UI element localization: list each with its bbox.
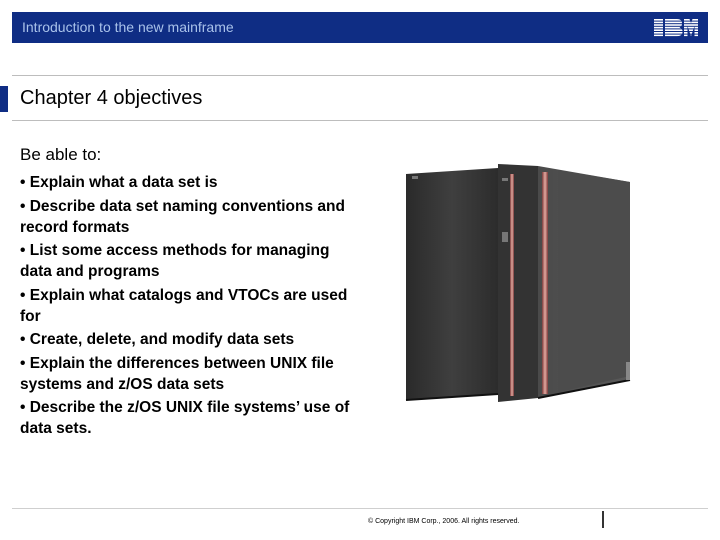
- intro-text: Be able to:: [20, 145, 102, 164]
- title-underline: [12, 120, 708, 121]
- list-item: • List some access methods for managing data and programs: [20, 242, 330, 280]
- list-item: • Create, delete, and modify data sets: [20, 331, 295, 348]
- copyright-notice: © Copyright IBM Corp., 2006. All rights reserved.: [368, 518, 520, 525]
- list-item: • Explain what a data set is: [20, 174, 218, 191]
- mainframe-image: [398, 162, 634, 412]
- list-item: • Describe data set naming conventions and record formats: [20, 197, 345, 236]
- list-item: • Explain the differences between UNIX file systems and z/OS data sets: [20, 354, 334, 393]
- footer-separator: [602, 511, 604, 528]
- objectives-list: [20, 172, 365, 442]
- footer-divider: [12, 508, 708, 509]
- list-item: • Describe the z/OS UNIX file systems’ use of data sets.: [20, 399, 350, 437]
- ibm-logo-icon: [654, 18, 698, 38]
- header-divider: [12, 75, 708, 76]
- slide-title: Chapter 4 objectives: [20, 87, 203, 109]
- title-accent-bar: [0, 86, 8, 112]
- header-title: Introduction to the new mainframe: [22, 19, 234, 35]
- header-bar: [12, 12, 708, 43]
- list-item: • Explain what catalogs and VTOCs are used for: [20, 286, 348, 325]
